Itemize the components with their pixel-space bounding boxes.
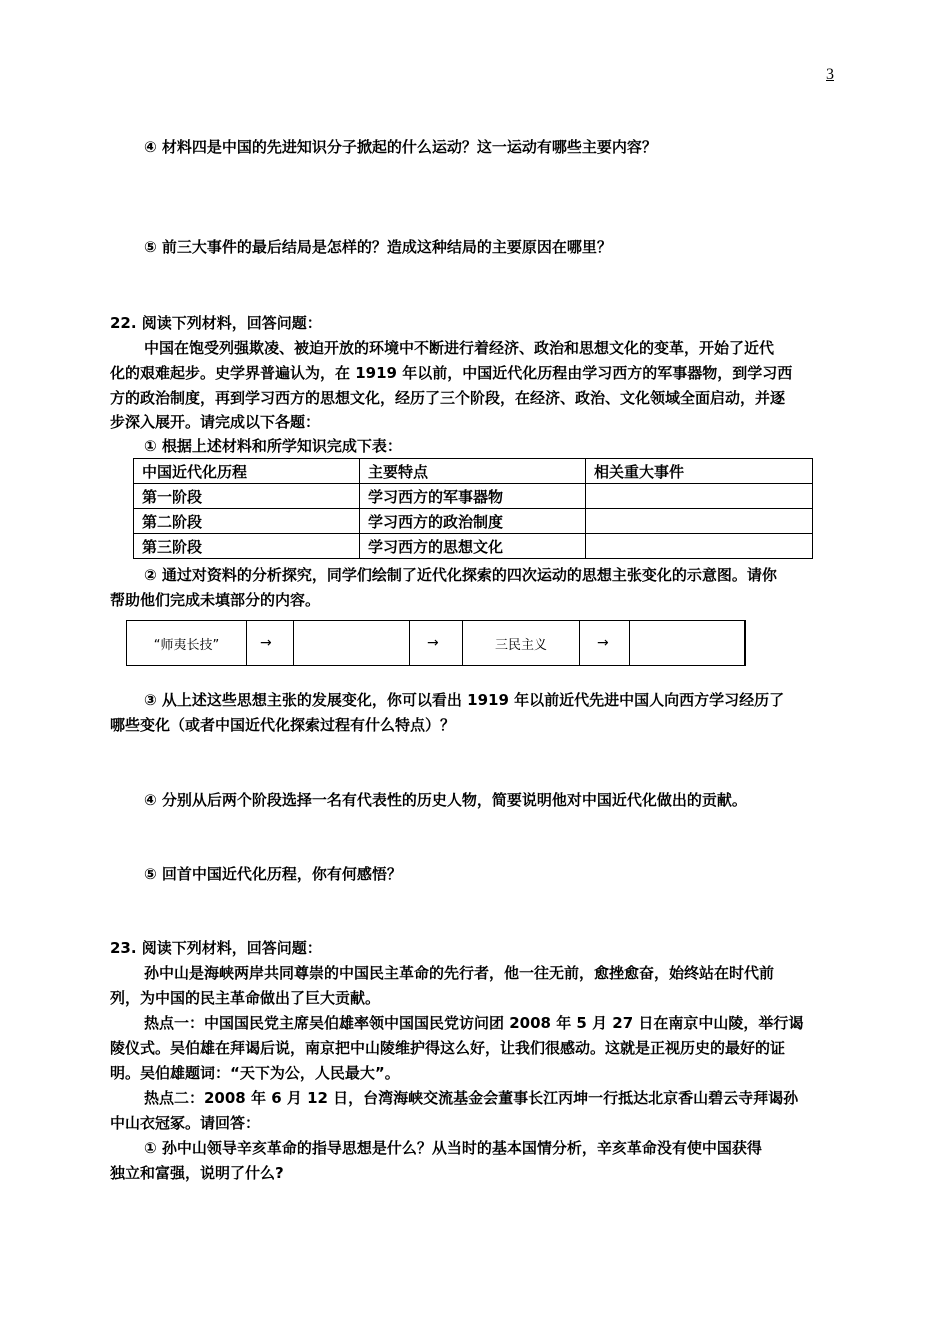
- flow-box-3: 三民主义: [462, 620, 580, 666]
- q23-item1-line: ① 孙中山领导辛亥革命的指导思想是什么？从当时的基本国情分析，辛亥革命没有使中国获得: [144, 1139, 762, 1157]
- q22-item1: ① 根据上述材料和所学知识完成下表：: [144, 437, 402, 455]
- q21-item5: ⑤ 前三大事件的最后结局是怎样的？造成这种结局的主要原因在哪里？: [144, 238, 612, 256]
- q23-hot1-line: 明。吴伯雄题词：“天下为公，人民最大”。: [110, 1064, 400, 1082]
- q22-item3-line: ③ 从上述这些思想主张的发展变化，你可以看出 1919 年以前近代先进中国人向西方学习经历了: [144, 691, 785, 709]
- q23-hot2-line: 中山衣冠冢。请回答：: [110, 1114, 261, 1132]
- table-header-cell: 相关重大事件: [586, 459, 813, 484]
- flow-box-1: “师夷长技”: [126, 620, 247, 666]
- q22-para-line: 步深入展开。请完成以下各题：: [110, 413, 321, 431]
- q22-item5: ⑤ 回首中国近代化历程，你有何感悟？: [144, 865, 402, 883]
- q22-item2-line: 帮助他们完成未填部分的内容。: [110, 591, 321, 609]
- ideology-flow-diagram: [126, 620, 745, 666]
- q23-para-line: 列，为中国的民主革命做出了巨大贡献。: [110, 989, 381, 1007]
- q22-heading: 22. 阅读下列材料，回答问题：: [110, 314, 322, 332]
- q23-hot2-line: 热点二：2008 年 6 月 12 日，台湾海峡交流基金会董事长江丙坤一行抵达北京香山碧云寺拜谒孙: [144, 1089, 799, 1107]
- table-header-cell: 中国近代化历程: [134, 459, 360, 484]
- table-cell: 学习西方的政治制度: [360, 509, 586, 534]
- table-row: [134, 484, 813, 509]
- q22-item3-line: 哪些变化（或者中国近代化探索过程有什么特点）？: [110, 716, 456, 734]
- flow-arrow: →: [597, 635, 609, 651]
- table-cell: [586, 484, 813, 509]
- q23-para-line: 孙中山是海峡两岸共同尊崇的中国民主革命的先行者，他一往无前，愈挫愈奋，始终站在时代前: [144, 964, 775, 982]
- table-cell: [586, 534, 813, 559]
- page-number: 3: [826, 66, 834, 83]
- table-header-row: [134, 459, 813, 484]
- table-cell: 第一阶段: [134, 484, 360, 509]
- q23-item1-line: 独立和富强，说明了什么?: [110, 1164, 284, 1182]
- q22-para-line: 中国在饱受列强欺凌、被迫开放的环境中不断进行着经济、政治和思想文化的变革，开始了近代: [144, 339, 775, 357]
- flow-box-4-blank: [629, 620, 746, 666]
- flow-arrow: →: [260, 635, 272, 651]
- q23-hot1-line: 热点一：中国国民党主席吴伯雄率领中国国民党访问团 2008 年 5 月 27 日在南京中山陵，举行谒: [144, 1014, 804, 1032]
- q22-item4: ④ 分别从后两个阶段选择一名有代表性的历史人物，简要说明他对中国近代化做出的贡献。: [144, 791, 747, 809]
- table-row: [134, 534, 813, 559]
- q23-heading: 23. 阅读下列材料，回答问题：: [110, 939, 322, 957]
- table-row: [134, 509, 813, 534]
- q22-para-line: 方的政治制度，再到学习西方的思想文化，经历了三个阶段，在经济、政治、文化领域全面启动，并逐: [110, 389, 786, 407]
- q22-item2-line: ② 通过对资料的分析探究，同学们绘制了近代化探索的四次运动的思想主张变化的示意图。请你: [144, 566, 777, 584]
- table-cell: [586, 509, 813, 534]
- q22-para-line: 化的艰难起步。史学界普遍认为，在 1919 年以前，中国近代化历程由学习西方的军事器物，到学习西: [110, 364, 793, 382]
- flow-box-2-blank: [293, 620, 410, 666]
- table-cell: 学习西方的思想文化: [360, 534, 586, 559]
- q23-hot1-line: 陵仪式。吴伯雄在拜谒后说，南京把中山陵维护得这么好，让我们很感动。这就是正视历史的最好的证: [110, 1039, 786, 1057]
- table-cell: 学习西方的军事器物: [360, 484, 586, 509]
- flow-arrow: →: [427, 635, 439, 651]
- modernization-table: [133, 458, 813, 559]
- table-header-cell: 主要特点: [360, 459, 586, 484]
- q21-item4: ④ 材料四是中国的先进知识分子掀起的什么运动？这一运动有哪些主要内容？: [144, 138, 657, 156]
- table-cell: 第二阶段: [134, 509, 360, 534]
- table-cell: 第三阶段: [134, 534, 360, 559]
